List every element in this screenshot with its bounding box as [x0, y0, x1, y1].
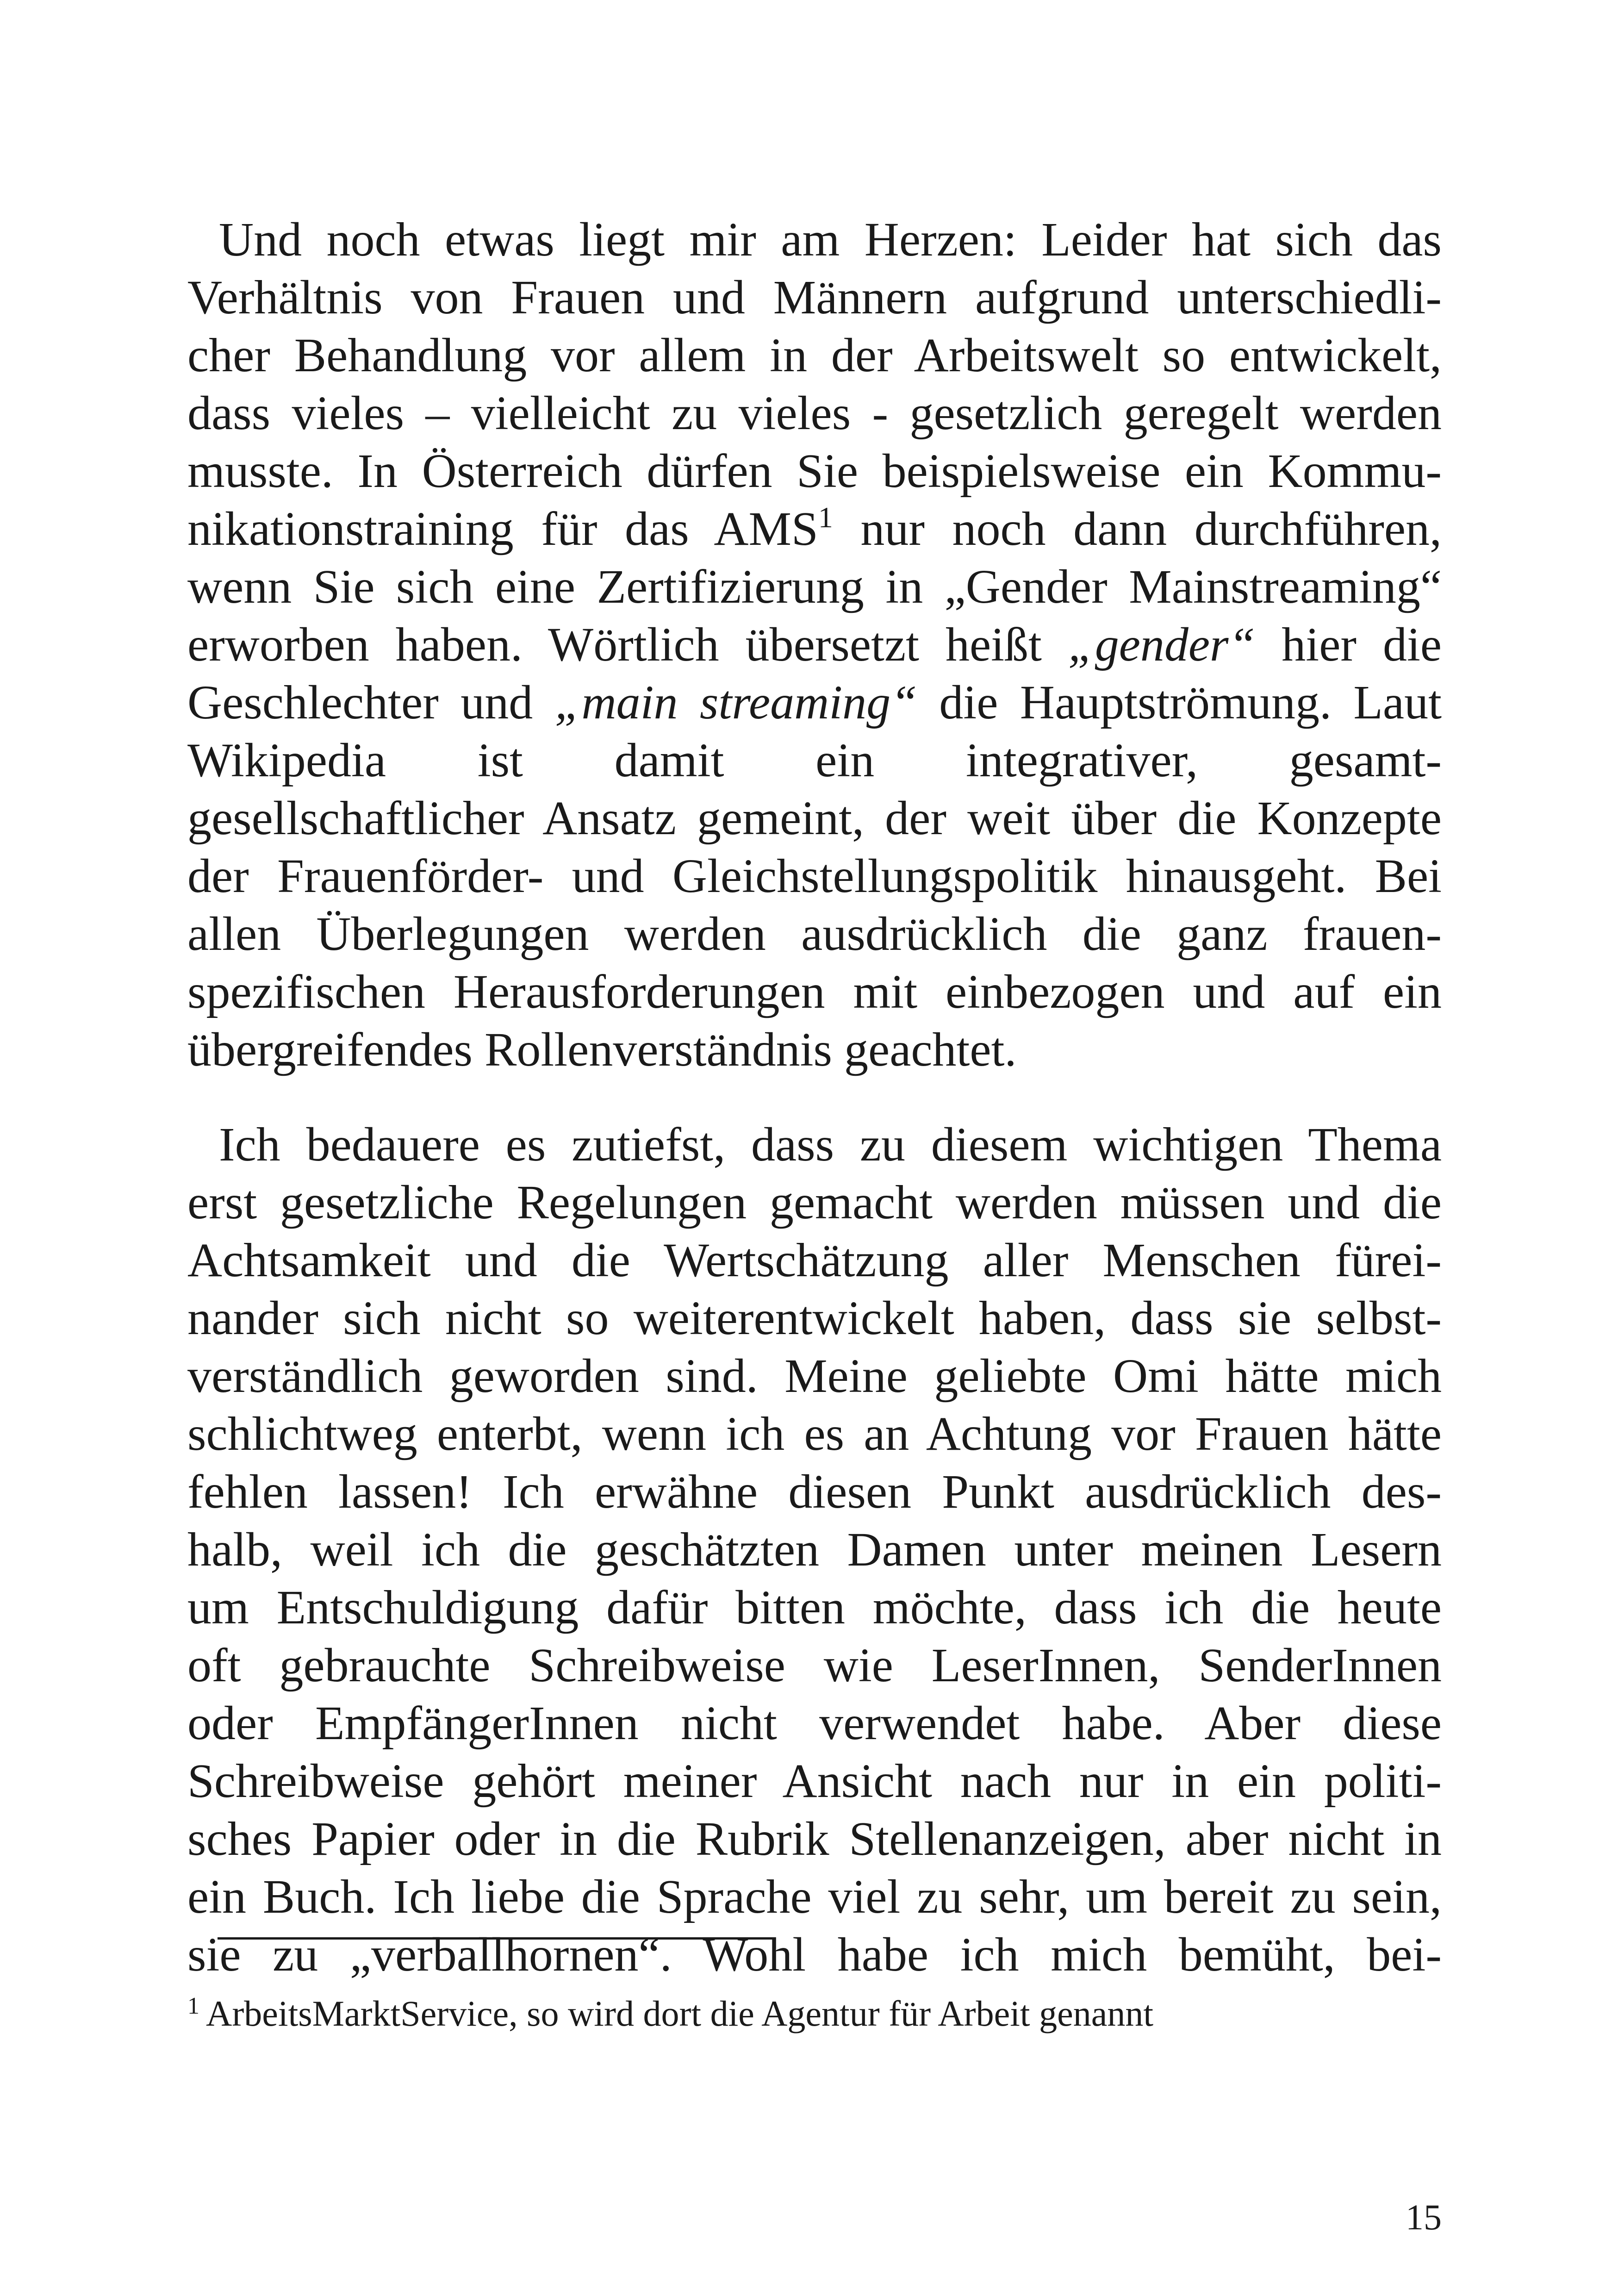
- paragraph: [187, 211, 1442, 1079]
- text-line: [187, 1405, 1442, 1463]
- footnote-reference: 1: [818, 501, 833, 534]
- text-segment: Geschlechter und: [187, 676, 555, 729]
- text-line: [187, 674, 1442, 731]
- text-line: [187, 731, 1442, 789]
- text-segment: nander sich nicht so weiterentwickelt haben, dass sie selbst-: [187, 1292, 1442, 1345]
- footnote-divider: [218, 1937, 773, 1940]
- italic-term: „gender“: [1068, 618, 1256, 671]
- text-segment: fehlen lassen! Ich erwähne diesen Punkt ausdrücklich des-: [187, 1465, 1442, 1518]
- text-segment: oder EmpfängerInnen nicht verwendet habe. Aber diese: [187, 1697, 1442, 1750]
- footnote-marker: 1: [187, 1993, 199, 2019]
- text-segment: allen Überlegungen werden ausdrücklich die ganz frauen-: [187, 907, 1442, 961]
- text-segment: Und noch etwas liegt mir am Herzen: Leider hat sich das: [219, 213, 1442, 266]
- text-line: [187, 558, 1442, 616]
- text-line: [187, 1347, 1442, 1405]
- text-line: [187, 1521, 1442, 1578]
- italic-term: „main streaming“: [554, 676, 917, 729]
- text-line: [187, 1752, 1442, 1810]
- text-segment: erworben haben. Wörtlich übersetzt heißt: [187, 618, 1068, 671]
- paragraph-gap: [187, 1079, 1442, 1116]
- paragraph: [187, 1116, 1442, 1984]
- text-segment: ein Buch. Ich liebe die Sprache viel zu sehr, um bereit zu sein,: [187, 1870, 1442, 1923]
- text-segment: übergreifendes Rollenverständnis geachtet.: [187, 1023, 1017, 1076]
- text-segment: verständlich geworden sind. Meine geliebte Omi hätte mich: [187, 1349, 1442, 1403]
- text-line: [187, 326, 1442, 384]
- text-line: [187, 847, 1442, 905]
- text-line: [187, 616, 1442, 674]
- text-segment: nur noch dann durchführen,: [833, 502, 1442, 555]
- text-line: [187, 1021, 1442, 1079]
- text-segment: halb, weil ich die geschätzten Damen unter meinen Lesern: [187, 1523, 1442, 1576]
- text-line: [187, 1116, 1442, 1173]
- text-line: [187, 1578, 1442, 1636]
- text-segment: nikationstraining für das AMS: [187, 502, 818, 555]
- text-line: [187, 1289, 1442, 1347]
- text-segment: gesellschaftlicher Ansatz gemeint, der weit über die Konzepte: [187, 792, 1442, 845]
- text-line: [187, 1694, 1442, 1752]
- text-segment: oft gebrauchte Schreibweise wie LeserInnen, SenderInnen: [187, 1639, 1442, 1692]
- text-segment: sches Papier oder in die Rubrik Stellenanzeigen, aber nicht in: [187, 1812, 1442, 1866]
- text-segment: spezifischen Herausforderungen mit einbezogen und auf ein: [187, 965, 1442, 1018]
- text-line: [187, 1463, 1442, 1521]
- text-segment: dass vieles – vielleicht zu vieles - gesetzlich geregelt werden: [187, 387, 1442, 440]
- text-segment: Ich bedauere es zutiefst, dass zu diesem wichtigen Thema: [219, 1118, 1442, 1171]
- text-segment: hier die: [1255, 618, 1442, 671]
- text-segment: Wikipedia ist damit ein integrativer, gesamt-: [187, 734, 1442, 787]
- text-segment: wenn Sie sich eine Zertifizierung in „Gender Mainstreaming“: [187, 560, 1442, 613]
- footnote: [187, 1990, 1442, 2037]
- text-line: [187, 1173, 1442, 1231]
- page-number: 15: [1406, 2197, 1442, 2237]
- text-segment: cher Behandlung vor allem in der Arbeitswelt so entwickelt,: [187, 329, 1442, 382]
- text-segment: der Frauenförder- und Gleichstellungspolitik hinausgeht. Bei: [187, 849, 1442, 903]
- text-line: [187, 384, 1442, 442]
- text-line: [187, 1868, 1442, 1926]
- text-segment: sie zu „verballhornen“. Wohl habe ich mich bemüht, bei-: [187, 1928, 1442, 1981]
- text-segment: Verhältnis von Frauen und Männern aufgrund unterschiedli-: [187, 271, 1442, 324]
- text-line: [187, 1926, 1442, 1984]
- text-line: [187, 1636, 1442, 1694]
- text-line: [187, 268, 1442, 326]
- text-line: [187, 905, 1442, 963]
- text-segment: Achtsamkeit und die Wertschätzung aller Menschen fürei-: [187, 1234, 1442, 1287]
- text-line: [187, 1231, 1442, 1289]
- text-segment: schlichtweg enterbt, wenn ich es an Achtung vor Frauen hätte: [187, 1407, 1442, 1460]
- text-line: [187, 789, 1442, 847]
- text-segment: musste. In Österreich dürfen Sie beispielsweise ein Kommu-: [187, 444, 1442, 498]
- text-segment: die Hauptströmung. Laut: [917, 676, 1442, 729]
- text-line: [187, 963, 1442, 1021]
- text-segment: erst gesetzliche Regelungen gemacht werden müssen und die: [187, 1176, 1442, 1229]
- text-line: [187, 211, 1442, 268]
- text-line: [187, 442, 1442, 500]
- text-segment: um Entschuldigung dafür bitten möchte, dass ich die heute: [187, 1581, 1442, 1634]
- body-text: [187, 211, 1442, 1984]
- text-line: [187, 1810, 1442, 1868]
- footnote-text: ArbeitsMarktService, so wird dort die Agentur für Arbeit genannt: [206, 1993, 1154, 2034]
- text-segment: Schreibweise gehört meiner Ansicht nach nur in ein politi-: [187, 1754, 1442, 1808]
- text-line: [187, 500, 1442, 558]
